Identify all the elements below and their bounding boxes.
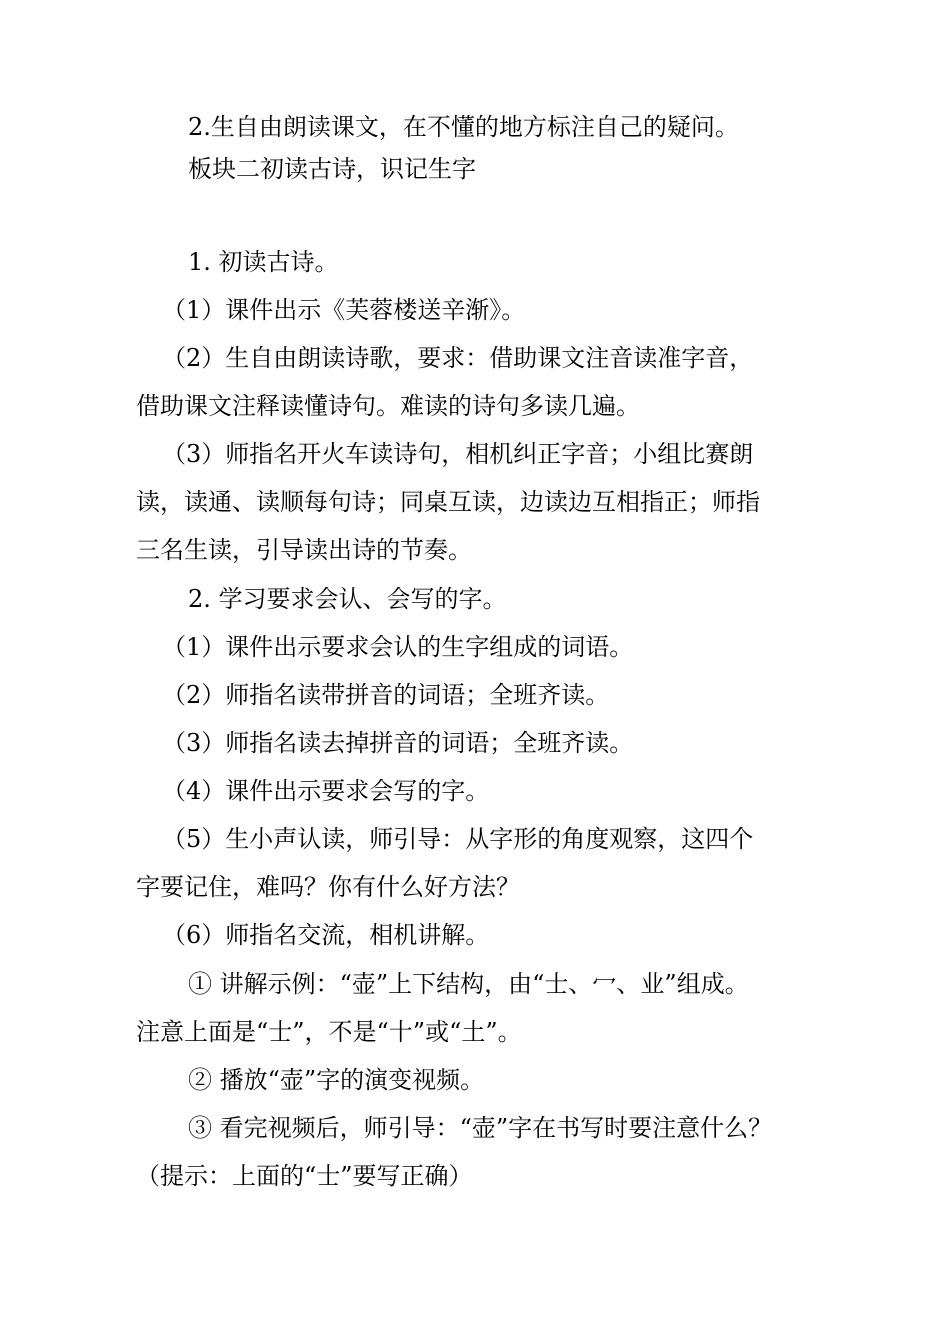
text-line: （提示：上面的“士”要写正确） — [136, 1162, 473, 1190]
text-line: ① 讲解示例：“壶”上下结构，由“士、冖、业”组成。 — [188, 970, 749, 998]
text-line: （6）师指名交流，相机讲解。 — [162, 921, 490, 949]
text-line: （5）生小声认读，师引导：从字形的角度观察，这四个 — [162, 825, 754, 853]
text-line: 1. 初读古诗。 — [188, 248, 339, 276]
text-line: （3）师指名读去掉拼音的词语；全班齐读。 — [162, 729, 634, 757]
text-line: （4）课件出示要求会写的字。 — [162, 777, 490, 805]
text-line: （3）师指名开火车读诗句，相机纠正字音；小组比赛朗 — [162, 440, 754, 468]
text-line: 借助课文注释读懂诗句。难读的诗句多读几遍。 — [136, 392, 640, 420]
section-heading: 板块二初读古诗，识记生字 — [188, 155, 476, 183]
text-line: ③ 看完视频后，师引导：“壶”字在书写时要注意什么？ — [188, 1114, 773, 1142]
text-line: 三名生读，引导读出诗的节奏。 — [136, 536, 472, 564]
text-line: 2. 学习要求会认、会写的字。 — [188, 585, 507, 613]
text-line: 字要记住，难吗？你有什么好方法？ — [136, 873, 520, 901]
text-line: （2）师指名读带拼音的词语；全班齐读。 — [162, 681, 610, 709]
text-line: （1）课件出示要求会认的生字组成的词语。 — [162, 633, 634, 661]
text-line: （1）课件出示《芙蓉楼送辛渐》。 — [162, 296, 526, 324]
text-line: （2）生自由朗读诗歌，要求：借助课文注音读准字音， — [162, 344, 754, 372]
text-line: 注意上面是“士”，不是“十”或“土”。 — [136, 1018, 522, 1046]
text-line: 2.生自由朗读课文，在不懂的地方标注自己的疑问。 — [188, 113, 739, 141]
text-line: ② 播放“壶”字的演变视频。 — [188, 1066, 485, 1094]
text-line: 读，读通、读顺每句诗；同桌互读，边读边互相指正；师指 — [136, 488, 760, 516]
